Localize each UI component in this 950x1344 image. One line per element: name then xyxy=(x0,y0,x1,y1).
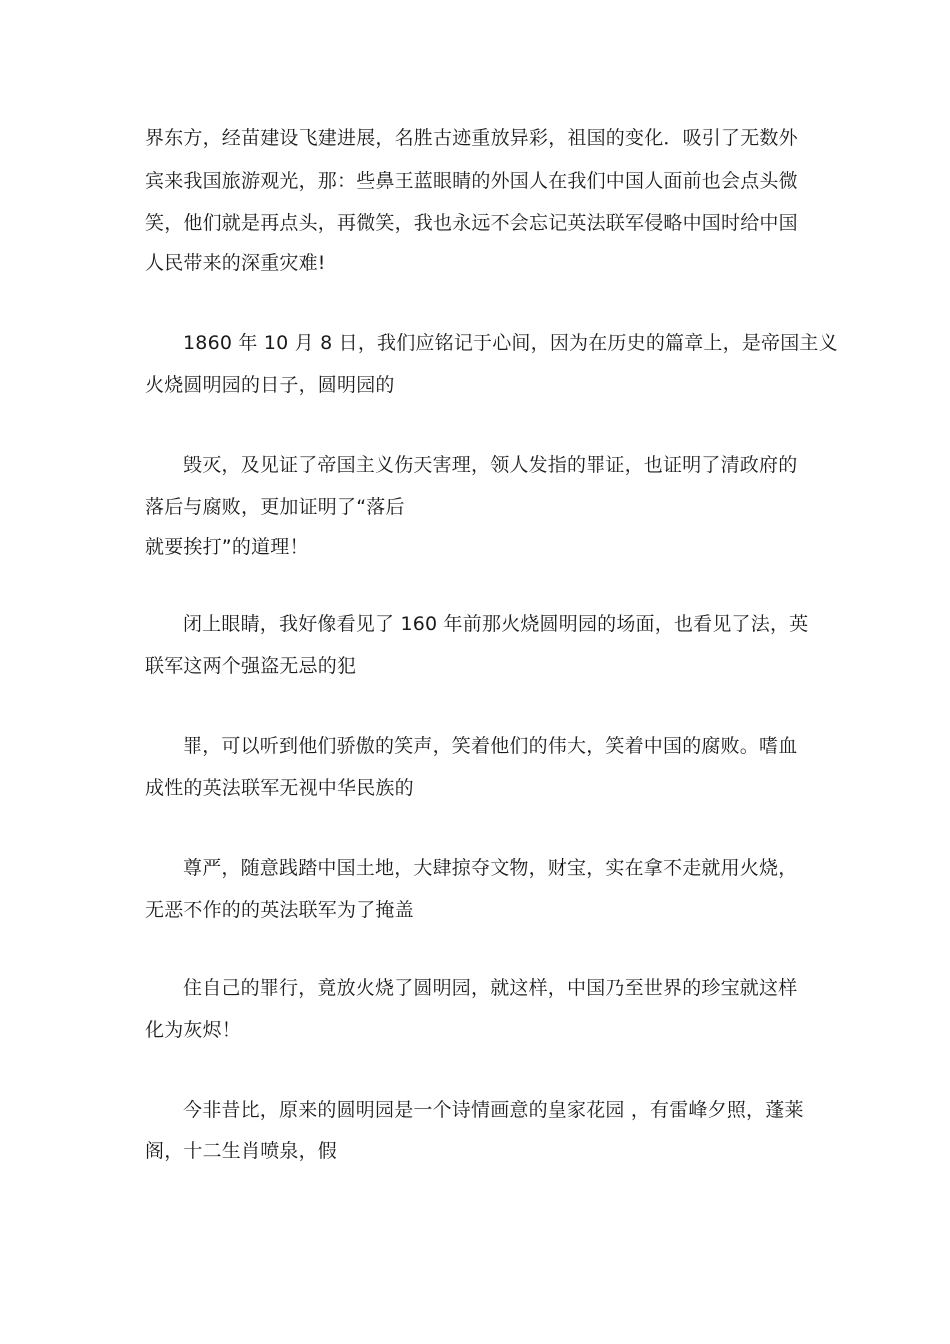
paragraph-2-line-2: 火烧圆明园的日子，圆明园的 xyxy=(145,374,395,396)
paragraph-8-line-1: 今非昔比，原来的圆明园是一个诗情画意的皇家花园 ，有雷峰夕照，蓬莱 xyxy=(183,1099,804,1121)
paragraph-1-line-1: 界东方，经苗建设飞建进展，名胜古迹重放异彩，祖国的变化．吸引了无数外 xyxy=(145,127,798,149)
paragraph-6-line-2: 无恶不作的的英法联军为了掩盖 xyxy=(145,899,414,921)
paragraph-4-line-1: 闭上眼睛，我好像看见了 160 年前那火烧圆明园的场面，也看见了法，英 xyxy=(183,613,809,635)
paragraph-2-line-1: 1860 年 10 月 8 日，我们应铭记于心间，因为在历史的篇章上，是帝国主义 xyxy=(183,332,838,354)
paragraph-3-line-1: 毁灭，及见证了帝国主义伤天害理，领人发指的罪证，也证明了清政府的 xyxy=(183,454,798,476)
paragraph-7-line-1: 住自己的罪行，竟放火烧了圆明园，就这样，中国乃至世界的珍宝就这样 xyxy=(183,977,798,999)
paragraph-1-line-3: 笑，他们就是再点头，再微笑，我也永远不会忘记英法联军侵略中国时给中国 xyxy=(145,212,798,234)
paragraph-3-line-2: 落后与腐败，更加证明了“落后 xyxy=(145,496,405,518)
paragraph-8-line-2: 阁，十二生肖喷泉，假 xyxy=(145,1140,338,1162)
paragraph-5-line-2: 成性的英法联军无视中华民族的 xyxy=(145,777,414,799)
paragraph-3-line-3: 就要挨打”的道理！ xyxy=(145,536,309,558)
paragraph-1-line-2: 宾来我国旅游观光，那：些鼻王蓝眼睛的外国人在我们中国人面前也会点头微 xyxy=(145,170,798,192)
paragraph-4-line-2: 联军这两个强盗无忌的犯 xyxy=(145,655,357,677)
paragraph-6-line-1: 尊严，随意践踏中国土地，大肆掠夺文物，财宝，实在拿不走就用火烧， xyxy=(183,857,798,879)
paragraph-5-line-1: 罪，可以听到他们骄傲的笑声，笑着他们的伟大，笑着中国的腐败。嗜血 xyxy=(183,735,798,757)
paragraph-1-line-4: 人民带来的深重灾难! xyxy=(145,252,326,274)
paragraph-7-line-2: 化为灰烬！ xyxy=(145,1019,242,1041)
